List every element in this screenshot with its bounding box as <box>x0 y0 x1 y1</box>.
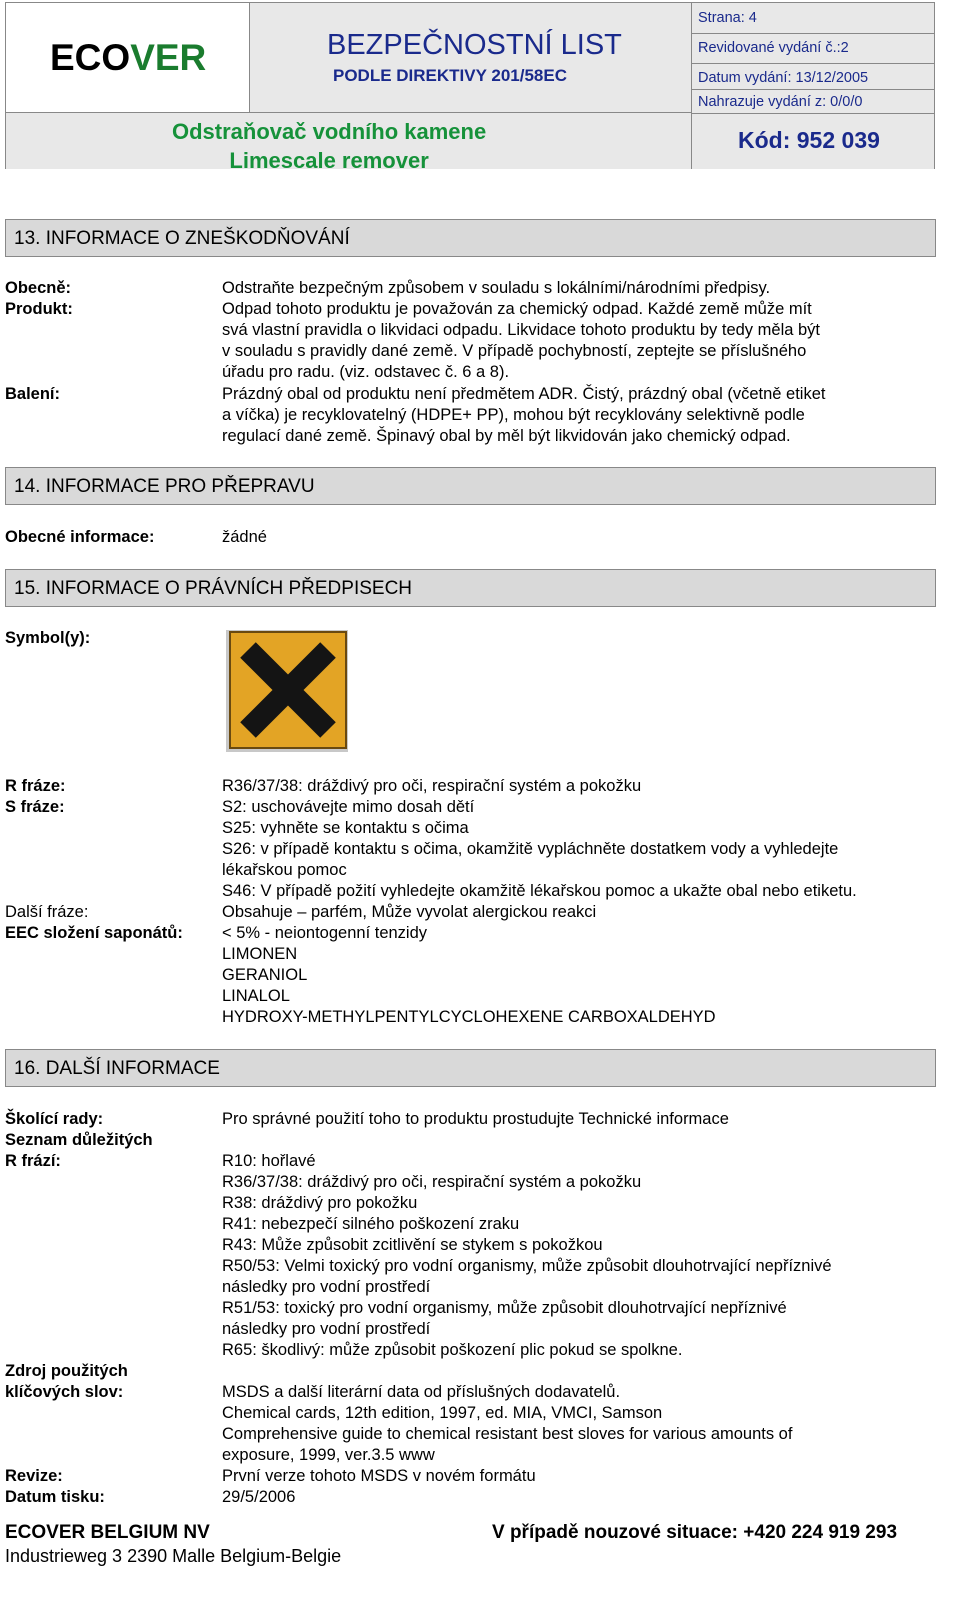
label-general: Obecně: <box>5 279 72 297</box>
label-transport-general: Obecné informace: <box>5 528 155 546</box>
disposal-text: Odstraňte bezpečným způsobem v souladu s lokálními/národními předpisy. Odpad tohoto produktu je považován za chemický odpad. Každé země může mít svá vlastní pravidla o likvidaci odpadu. Likvidace tohoto produktu by tedy měla být v souladu s pravidly dané země. V případě pochybností, zeptejte se příslušného úřadu pro radu. (viz. odstavec č. 6 a 8). <box>222 279 821 381</box>
footer-emergency: V případě nouzové situace: +420 224 919 293 <box>492 1522 898 1543</box>
product-code: Kód: 952 039 <box>738 127 880 153</box>
product-name-en: Limescale remover <box>229 148 429 173</box>
section-15-title: 15. INFORMACE O PRÁVNÍCH PŘEDPISECH <box>5 569 936 607</box>
issue-date: Datum vydání: 13/12/2005 <box>698 70 869 86</box>
product-cell <box>6 113 692 173</box>
transport-value: žádné <box>222 528 267 546</box>
label-other-phrases: Další fráze: <box>5 903 89 921</box>
replaces-issue: Nahrazuje vydání z: 0/0/0 <box>698 94 863 110</box>
sources-list: MSDS a další literární data od příslušných dodavatelů. Chemical cards, 12th edition, 1997, ed. MIA, VMCI, Samson Comprehensive guide to chemical resistant best sloves for various amounts of exposure, 1999, ver.3.5 www <box>222 1383 793 1464</box>
document-subtitle: PODLE DIREKTIVY 201/58EC <box>333 66 567 85</box>
revision-text: První verze tohoto MSDS v novém formátu <box>222 1467 536 1485</box>
footer-address: Industrieweg 3 2390 Malle Belgium-Belgie <box>5 1546 342 1566</box>
r-phrases-list: R10: hořlavé R36/37/38: dráždivý pro oči, respirační systém a pokožku R38: dráždivý pro pokožku R41: nebezpečí silného poškození zraku R43: Může způsobit zcitlivění se stykem s pokožkou R50/53: Velmi toxický pro vodní organismy, může způsobit dlouhotrvající nepříznivé následky pro vodní prostředí R51/53: toxický pro vodní organismy, může způsobit dlouhotrvající nepříznivé následky pro vodní prostředí R65: škodlivý: může způsobit poškození plic pokud se spolkne. <box>222 1152 832 1359</box>
regulatory-text: R36/37/38: dráždivý pro oči, respirační systém a pokožku S2: uschovávejte mimo dosah dětí S25: vyhněte se kontaktu s očima S26: v případě kontaktu s očima, okamžitě vypláchněte dostatkem vody a vyhledejte lékařskou pomoc S46: V případě požití vyhledejte okamžitě lékařskou pomoc a ukažte obal nebo etiketu. Obsahuje – parfém, Může vyvolat alergickou reakci < 5% - neiontogenní tenzidy LIMONEN GERANIOL LINALOL HYDROXY-METHYLPENTYLCYCLOHEXENE CARBOXALDEHYD <box>222 777 857 1026</box>
section-16-title: 16. DALŠÍ INFORMACE <box>5 1049 936 1087</box>
training-text: Pro správné použití toho to produktu prostudujte Technické informace <box>222 1110 729 1128</box>
meta-cell <box>692 3 934 169</box>
label-eec-composition: EEC složení saponátů: <box>5 924 183 942</box>
title-cell <box>250 3 692 113</box>
print-date: 29/5/2006 <box>222 1488 296 1506</box>
document-header <box>5 2 935 173</box>
product-name-cz: Odstraňovač vodního kamene <box>172 119 487 144</box>
label-r-list-1: Seznam důležitých <box>5 1131 153 1149</box>
logo-cell <box>6 3 250 113</box>
label-print-date: Datum tisku: <box>5 1488 105 1506</box>
label-symbols: Symbol(y): <box>5 629 91 647</box>
section-13-title: 13. INFORMACE O ZNEŠKODŇOVÁNÍ <box>5 219 936 257</box>
label-training: Školící rady: <box>5 1110 104 1128</box>
harmful-irritant-x-icon <box>224 628 350 754</box>
label-packaging: Balení: <box>5 385 61 403</box>
label-revision: Revize: <box>5 1467 63 1485</box>
product-name <box>172 117 486 175</box>
section-14-title: 14. INFORMACE PRO PŘEPRAVU <box>5 467 936 505</box>
label-source-1: Zdroj použitých <box>5 1362 128 1380</box>
label-s-phrases: S fráze: <box>5 798 65 816</box>
label-product: Produkt: <box>5 300 73 318</box>
label-r-phrases: R fráze: <box>5 777 66 795</box>
document-title: BEZPEČNOSTNÍ LIST <box>327 29 622 61</box>
packaging-text: Prázdný obal od produktu není předmětem ADR. Čistý, prázdný obal (včetně etiket a víčka) je recyklovatelný (HDPE+ PP), mohou být recyklovány selektivně podle regulací dané země. Špinavý obal by měl být likvidován jako chemický odpad. <box>222 385 826 445</box>
page-number: Strana: 4 <box>698 10 757 26</box>
label-source-2: klíčových slov: <box>5 1383 124 1401</box>
revision-number: Revidované vydání č.:2 <box>698 40 849 56</box>
company-logo: ECOVER <box>50 37 207 78</box>
label-r-list-2: R frází: <box>5 1152 61 1170</box>
footer-company: ECOVER BELGIUM NV <box>5 1522 210 1543</box>
